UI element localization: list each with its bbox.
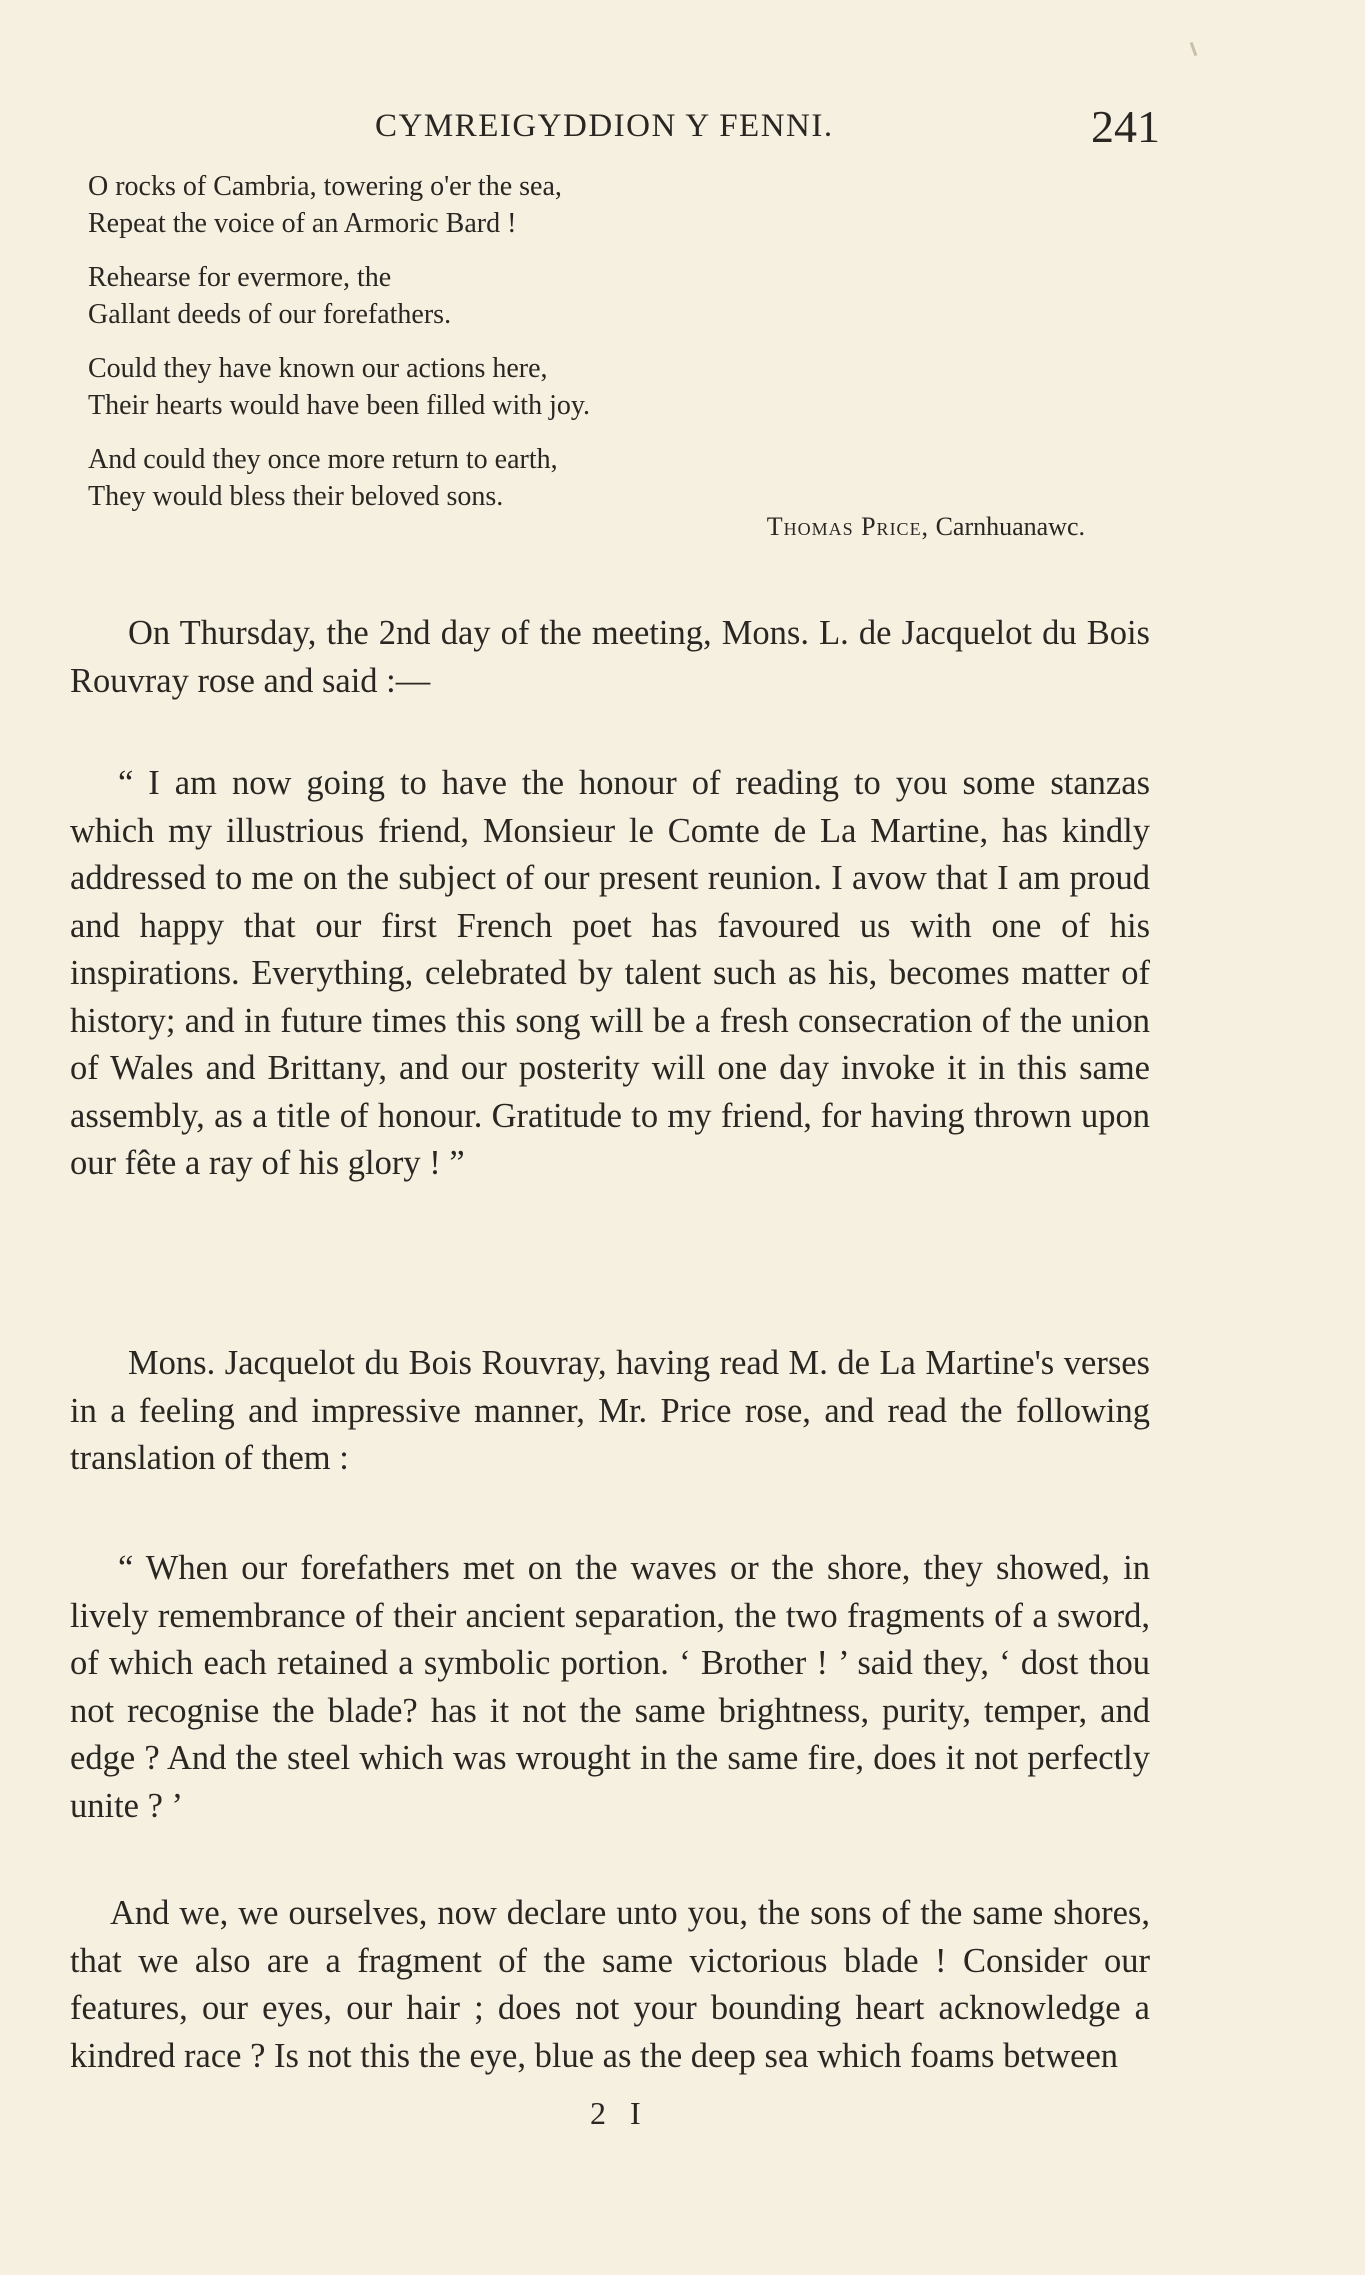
running-head bbox=[60, 100, 1160, 160]
running-title: CYMREIGYDDION Y FENNI. bbox=[375, 108, 834, 144]
verse-line: Gallant deeds of our forefathers. bbox=[88, 299, 452, 330]
paragraph-forefathers: “ When our forefathers met on the waves or the shore, they showed, in lively remembrance of their ancient separation, the two fragments of a sword, of which each retained a symbolic portion. ‘ Brother ! ’ said they, ‘ dost thou not recognise the blade? has it not the same brightness, purity, temper, and edge ? And the steel which was wrought in the same fire, does it not perfectly unite ? ’ bbox=[70, 1549, 1150, 1825]
stanza bbox=[88, 350, 1138, 424]
verse-line: Repeat the voice of an Armoric Bard ! bbox=[88, 208, 517, 239]
page-number: 241 bbox=[1091, 101, 1160, 152]
stanza bbox=[88, 259, 1138, 333]
paragraph-thursday-meeting: On Thursday, the 2nd day of the meeting, Mons. L. de Jacquelot du Bois Rouvray rose and said :— bbox=[70, 614, 1150, 700]
signature-name: Thomas Price, bbox=[766, 512, 930, 541]
verse-line: They would bless their beloved sons. bbox=[88, 481, 504, 512]
paper-speck bbox=[1190, 42, 1198, 56]
verse-signature bbox=[767, 512, 1085, 542]
paragraph-kindred-race: And we, we ourselves, now declare unto you, the sons of the same shores, that we also are a fragment of the same victorious blade ! Consider our features, our eyes, our hair ; does not your bounding heart acknowledge a kindred race ? Is not this the eye, blue as the deep sea which foams between bbox=[70, 1894, 1150, 2075]
verse-block bbox=[88, 168, 1138, 532]
printer-signature-mark: 2 I bbox=[590, 2095, 649, 2131]
paragraph-translation-intro: Mons. Jacquelot du Bois Rouvray, having read M. de La Martine's verses in a feeling and impressive manner, Mr. Price rose, and read the following translation of them : bbox=[70, 1344, 1150, 1477]
verse-line: Rehearse for evermore, the bbox=[88, 262, 392, 293]
verse-line: Could they have known our actions here, bbox=[88, 353, 548, 384]
stanza bbox=[88, 168, 1138, 242]
stanza bbox=[88, 441, 1138, 515]
signature-place: Carnhuanawc. bbox=[935, 512, 1085, 541]
verse-line: And could they once more return to earth, bbox=[88, 444, 558, 475]
paragraph-speech: “ I am now going to have the honour of reading to you some stanzas which my illustrious friend, Monsieur le Comte de La Martine, has kindly addressed to me on the subject of our present reunion. I avow that I am proud and happy that our first French poet has favoured us with one of his inspirations. Everything, celebrated by talent such as his, becomes matter of history; and in future times this song will be a fresh consecration of the union of Wales and Brittany, and our posterity will one day invoke it in this same assembly, as a title of honour. Gratitude to my friend, for having thrown upon our fête a ray of his glory ! ” bbox=[70, 764, 1150, 1182]
verse-line: O rocks of Cambria, towering o'er the sea, bbox=[88, 171, 562, 202]
verse-line: Their hearts would have been filled with joy. bbox=[88, 390, 591, 421]
